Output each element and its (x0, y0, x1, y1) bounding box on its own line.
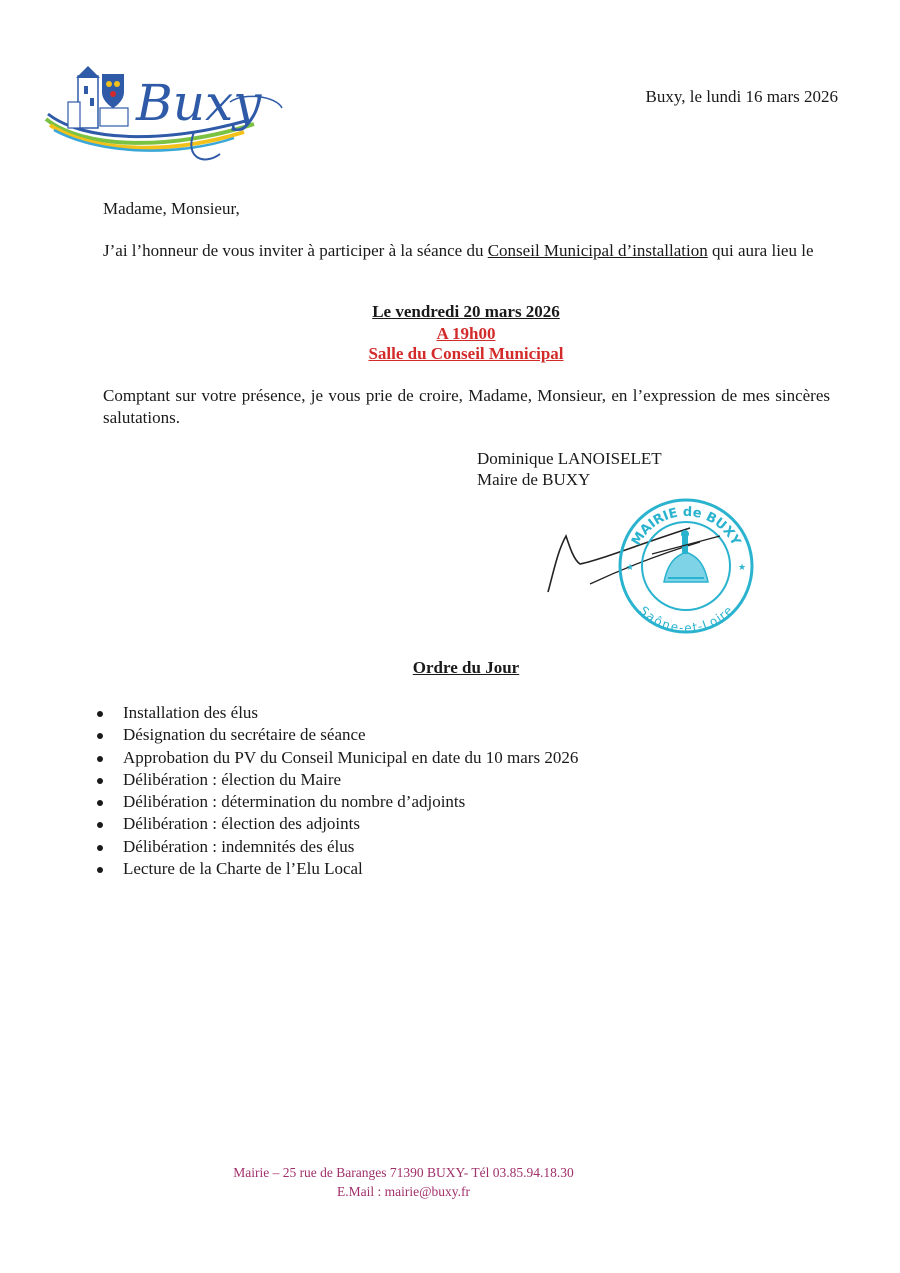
footer-email: E.Mail : mairie@buxy.fr (336, 1184, 471, 1199)
meeting-time: A 19h00 (436, 324, 496, 343)
agenda-item: Délibération : détermination du nombre d’adjoints (95, 791, 578, 813)
agenda-item: Délibération : élection des adjoints (95, 813, 578, 835)
mairie-stamp (612, 496, 760, 636)
footer-address: Mairie – 25 rue de Baranges 71390 BUXY- Tél 03.85.94.18.30 (233, 1165, 574, 1180)
agenda-list (95, 702, 578, 880)
stamp-bottom-text: Saône-et-Loire (636, 603, 736, 636)
svg-text:★: ★ (626, 562, 635, 572)
agenda-item: Délibération : indemnités des élus (95, 836, 578, 858)
stamp-top-text: MAIRIE de BUXY (628, 504, 744, 549)
buxy-logo (44, 62, 289, 170)
closing-paragraph: Comptant sur votre présence, je vous prie de croire, Madame, Monsieur, en l’expression de mes sincères salutations. (103, 386, 830, 427)
intro-text-end: qui aura lieu le (707, 241, 814, 260)
logo-text: Buxy (136, 74, 262, 132)
council-installation-phrase: Conseil Municipal d’installation (487, 241, 708, 260)
svg-text:★: ★ (738, 562, 747, 572)
intro-paragraph (103, 240, 830, 262)
agenda-item: Lecture de la Charte de l’Elu Local (95, 858, 578, 880)
signer-name: Dominique LANOISELET (477, 449, 662, 468)
agenda-item: Désignation du secrétaire de séance (95, 724, 578, 746)
agenda-item: Approbation du PV du Conseil Municipal en date du 10 mars 2026 (95, 747, 578, 769)
svg-text:Saône-et-Loire (637, 603, 736, 635)
salutation: Madame, Monsieur, (103, 199, 240, 218)
date-line: Buxy, le lundi 16 mars 2026 (645, 87, 838, 106)
agenda-title: Ordre du Jour (412, 658, 520, 677)
signer-title: Maire de BUXY (477, 470, 591, 489)
meeting-place: Salle du Conseil Municipal (368, 344, 564, 363)
meeting-date: Le vendredi 20 mars 2026 (372, 302, 560, 321)
agenda-item: Délibération : élection du Maire (95, 769, 578, 791)
intro-text-start: J’ai l’honneur de vous inviter à participer à la séance du (103, 241, 488, 260)
agenda-item: Installation des élus (95, 702, 578, 724)
